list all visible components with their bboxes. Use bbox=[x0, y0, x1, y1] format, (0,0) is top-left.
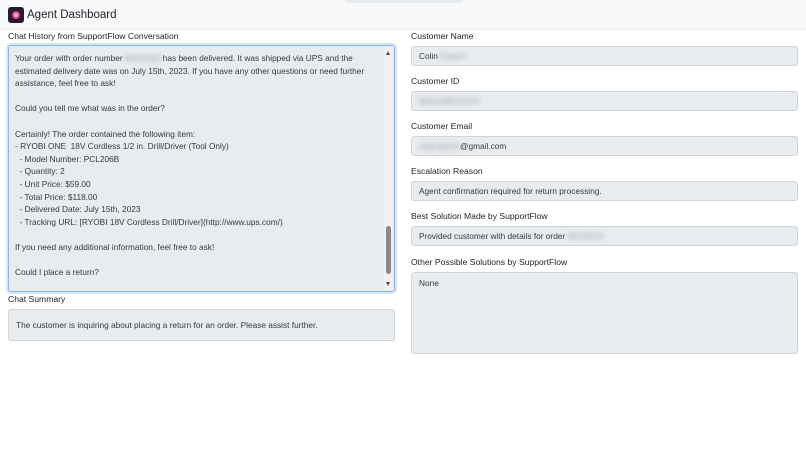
redacted-solution-order-number: W123123 bbox=[567, 230, 604, 241]
chat-history-content bbox=[15, 52, 381, 279]
chat-line: Could I place a return? bbox=[15, 267, 99, 278]
chat-line: Could you tell me what was in the order? bbox=[15, 103, 165, 114]
scrollbar-thumb[interactable] bbox=[386, 226, 391, 274]
redacted-email-local: colin.flueck bbox=[419, 140, 461, 151]
top-navbar bbox=[0, 0, 806, 30]
scroll-down-arrow-icon[interactable] bbox=[386, 282, 390, 286]
customer-email-label: Customer Email bbox=[411, 121, 473, 131]
customer-name-label: Customer Name bbox=[411, 31, 474, 41]
chat-blank-line bbox=[15, 228, 381, 241]
chat-line: - Unit Price: $59.00 bbox=[15, 178, 91, 189]
redacted-customer-id: 9031238712174 bbox=[419, 95, 479, 106]
chat-line: - RYOBI ONE 18V Cordless 1/2 in. Drill/Driver (Tool Only) bbox=[15, 141, 229, 152]
best-solution-field[interactable]: Provided customer with details for order W123123 bbox=[411, 226, 798, 246]
chat-history-textarea[interactable] bbox=[8, 45, 395, 292]
chat-line: Certainly! The order contained the following item: bbox=[15, 128, 196, 139]
chat-blank-line bbox=[15, 254, 381, 267]
chat-line: - Quantity: 2 bbox=[15, 166, 65, 177]
best-solution-label: Best Solution Made by SupportFlow bbox=[411, 211, 548, 221]
scroll-up-arrow-icon[interactable] bbox=[386, 51, 390, 55]
chat-first-line: Your order with order number W123123 has been delivered. It was shipped via UPS and the bbox=[15, 53, 353, 63]
chat-history-label: Chat History from SupportFlow Conversation bbox=[8, 31, 179, 41]
customer-email-field[interactable]: colin.flueck @gmail.com bbox=[411, 136, 798, 156]
chat-line: assistance, feel free to ask! bbox=[15, 78, 116, 89]
chat-line: - Model Number: PCL206B bbox=[15, 153, 120, 164]
chat-line: If you need any additional information, feel free to ask! bbox=[15, 241, 215, 252]
escalation-reason-label: Escalation Reason bbox=[411, 166, 483, 176]
chat-summary-field[interactable]: The customer is inquiring about placing a return for an order. Please assist further. bbox=[8, 309, 395, 341]
top-pill-placeholder bbox=[345, 0, 463, 3]
chat-line: - Delivered Date: July 15th, 2023 bbox=[15, 204, 141, 215]
customer-id-field[interactable] bbox=[411, 91, 798, 111]
customer-name-field[interactable]: Colin Flueck bbox=[411, 46, 798, 66]
chat-line: - Total Price: $118.00 bbox=[15, 191, 98, 202]
chat-line: - Tracking URL: [RYOBI 18V Cordless Drill/Driver](http://www.ups.com/) bbox=[15, 216, 283, 227]
customer-id-label: Customer ID bbox=[411, 76, 460, 86]
app-title: Agent Dashboard bbox=[27, 9, 117, 21]
redacted-order-number: W123123 bbox=[124, 53, 161, 63]
chat-line: estimated delivery date was on July 15th, 2023. If you have any other questions or need further bbox=[15, 65, 365, 76]
other-solutions-field[interactable]: None bbox=[411, 272, 798, 354]
other-solutions-label: Other Possible Solutions by SupportFlow bbox=[411, 257, 568, 267]
redacted-last-name: Flueck bbox=[440, 50, 465, 61]
escalation-reason-field[interactable]: Agent confirmation required for return processing. bbox=[411, 181, 798, 201]
chat-summary-label: Chat Summary bbox=[8, 294, 66, 304]
chat-blank-line bbox=[15, 115, 381, 128]
app-logo-icon bbox=[8, 7, 24, 23]
chat-blank-line bbox=[15, 90, 381, 103]
chat-scrollbar[interactable] bbox=[384, 47, 393, 290]
